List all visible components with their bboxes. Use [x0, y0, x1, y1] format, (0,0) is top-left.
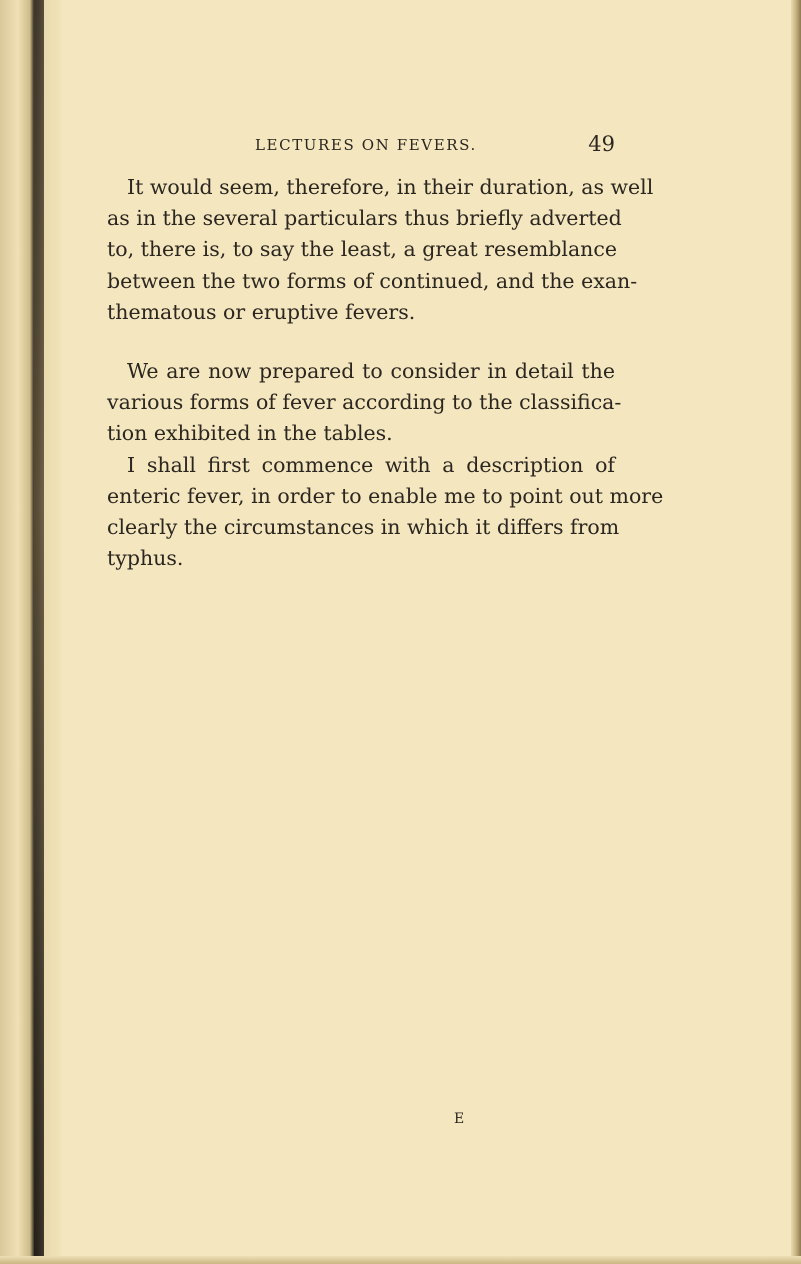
paragraph: [107, 356, 622, 450]
text-line: typhus.: [107, 546, 184, 571]
text-line: enteric fever, in order to enable me to point out more: [107, 483, 664, 508]
text-line: We are now prepared to consider in detail the: [127, 358, 615, 383]
page-right-edge: [791, 0, 801, 1264]
text-line: between the two forms of continued, and the exan-: [107, 268, 638, 293]
signature-mark: E: [454, 1111, 466, 1127]
running-title: LECTURES ON FEVERS.: [255, 136, 477, 154]
page-bottom-edge: [0, 1256, 801, 1264]
paragraph-gap: [107, 328, 615, 356]
text-line: thematous or eruptive fevers.: [107, 299, 416, 324]
text-line: tion exhibited in the tables.: [107, 421, 393, 446]
binding-shadow: [34, 0, 44, 1264]
paragraph: [107, 172, 654, 328]
text-line: as in the several particulars thus briefly adverted: [107, 206, 622, 231]
body-text: [107, 172, 664, 574]
text-line: I shall first commence with a description of: [127, 452, 615, 477]
running-head: [255, 132, 615, 158]
text-line: clearly the circumstances in which it differs from: [107, 514, 620, 539]
paragraph: [107, 450, 664, 575]
text-line: It would seem, therefore, in their duration, as well: [127, 175, 654, 199]
book-gutter: [0, 0, 62, 1264]
page-number: 49: [588, 132, 615, 156]
text-line: various forms of fever according to the classifica-: [107, 390, 622, 415]
text-line: to, there is, to say the least, a great resemblance: [107, 237, 617, 262]
